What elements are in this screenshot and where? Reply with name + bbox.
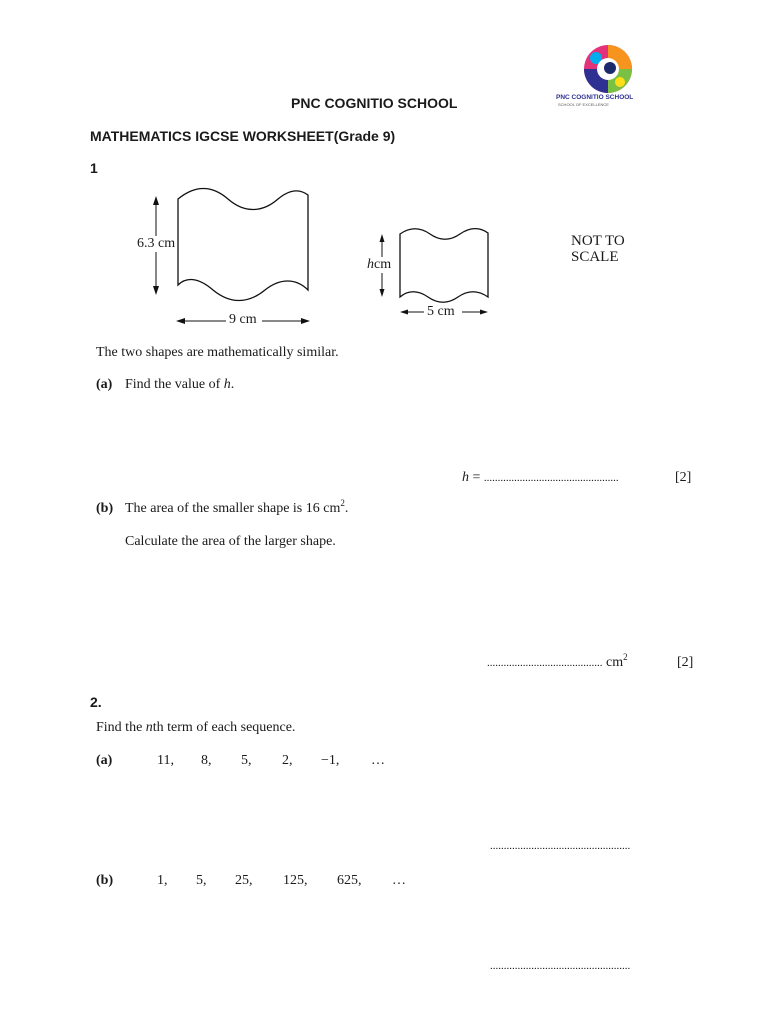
q1a-label: (a) xyxy=(96,377,113,392)
q1b-text-before: The area of the smaller shape is 16 cm xyxy=(125,501,341,516)
large-height-label: 6.3 cm xyxy=(137,236,176,251)
q2b-answer-dots: ................................................... xyxy=(490,960,631,972)
question-1-statement: The two shapes are mathematically similar. xyxy=(96,345,339,360)
q2a-term: 11, xyxy=(157,753,174,768)
small-width-label: 5 cm xyxy=(427,304,455,319)
large-width-label: 9 cm xyxy=(229,312,257,327)
small-height-unit: cm xyxy=(374,257,392,272)
q1a-answer-line xyxy=(462,470,619,486)
school-logo xyxy=(548,44,648,114)
logo-text: PNC COGNITIO SCHOOL xyxy=(556,94,634,101)
q2a-term: −1, xyxy=(321,753,340,768)
q2-intro-before: Find the xyxy=(96,720,146,735)
q1b-marks: [2] xyxy=(677,655,694,670)
q2b-label: (b) xyxy=(96,873,114,888)
logo-tagline: SCHOOL OF EXCELLENCE xyxy=(558,102,609,107)
q2a-term: 8, xyxy=(201,753,212,768)
q1b-answer-sup: 2 xyxy=(623,652,628,662)
q2a-label: (a) xyxy=(96,753,113,768)
large-shape-diagram xyxy=(120,185,330,335)
q1b-answer-dots: .......................................... xyxy=(487,657,603,669)
school-name: PNC COGNITIO SCHOOL xyxy=(291,95,458,111)
q1a-text xyxy=(125,377,234,393)
q1b-text-after: . xyxy=(344,501,349,516)
q2b-term: 1, xyxy=(157,873,168,888)
q1b-answer-unit: cm xyxy=(606,655,624,670)
q1a-answer-dots: ................................................. xyxy=(483,472,619,484)
q1a-text-after: . xyxy=(230,377,235,392)
worksheet-title: MATHEMATICS IGCSE WORKSHEET(Grade 9) xyxy=(90,128,396,144)
q1a-answer-eq: = xyxy=(469,470,484,485)
q2a-term: 5, xyxy=(241,753,252,768)
q2a-term: … xyxy=(371,753,385,768)
q1a-text-before: Find the value of xyxy=(125,377,224,392)
q1a-marks: [2] xyxy=(675,470,692,485)
q1b-text xyxy=(125,498,349,517)
q1b-text2: Calculate the area of the larger shape. xyxy=(125,534,336,549)
question-1-number: 1 xyxy=(90,160,98,176)
question-2-intro xyxy=(96,720,295,736)
q2a-answer-dots: ................................................... xyxy=(490,840,631,852)
q2b-term: … xyxy=(392,873,406,888)
q2a-term: 2, xyxy=(282,753,293,768)
not-to-scale-line2: SCALE xyxy=(571,249,619,265)
question-2-number: 2. xyxy=(90,694,102,710)
q1b-label: (b) xyxy=(96,501,114,516)
q1a-var: h xyxy=(223,377,231,392)
small-height-var: h xyxy=(367,257,374,272)
q2b-term: 125, xyxy=(283,873,308,888)
small-height-label xyxy=(367,257,391,273)
q1a-answer-var: h xyxy=(462,470,469,485)
q2b-term: 5, xyxy=(196,873,207,888)
q2b-term: 25, xyxy=(235,873,253,888)
q2b-term: 625, xyxy=(337,873,362,888)
q2-intro-var: n xyxy=(145,720,153,735)
q1b-text-sup: 2 xyxy=(340,498,345,508)
q2-intro-after: th term of each sequence. xyxy=(152,720,296,735)
q1b-answer-line xyxy=(487,652,628,671)
not-to-scale-line1: NOT TO xyxy=(571,233,625,249)
